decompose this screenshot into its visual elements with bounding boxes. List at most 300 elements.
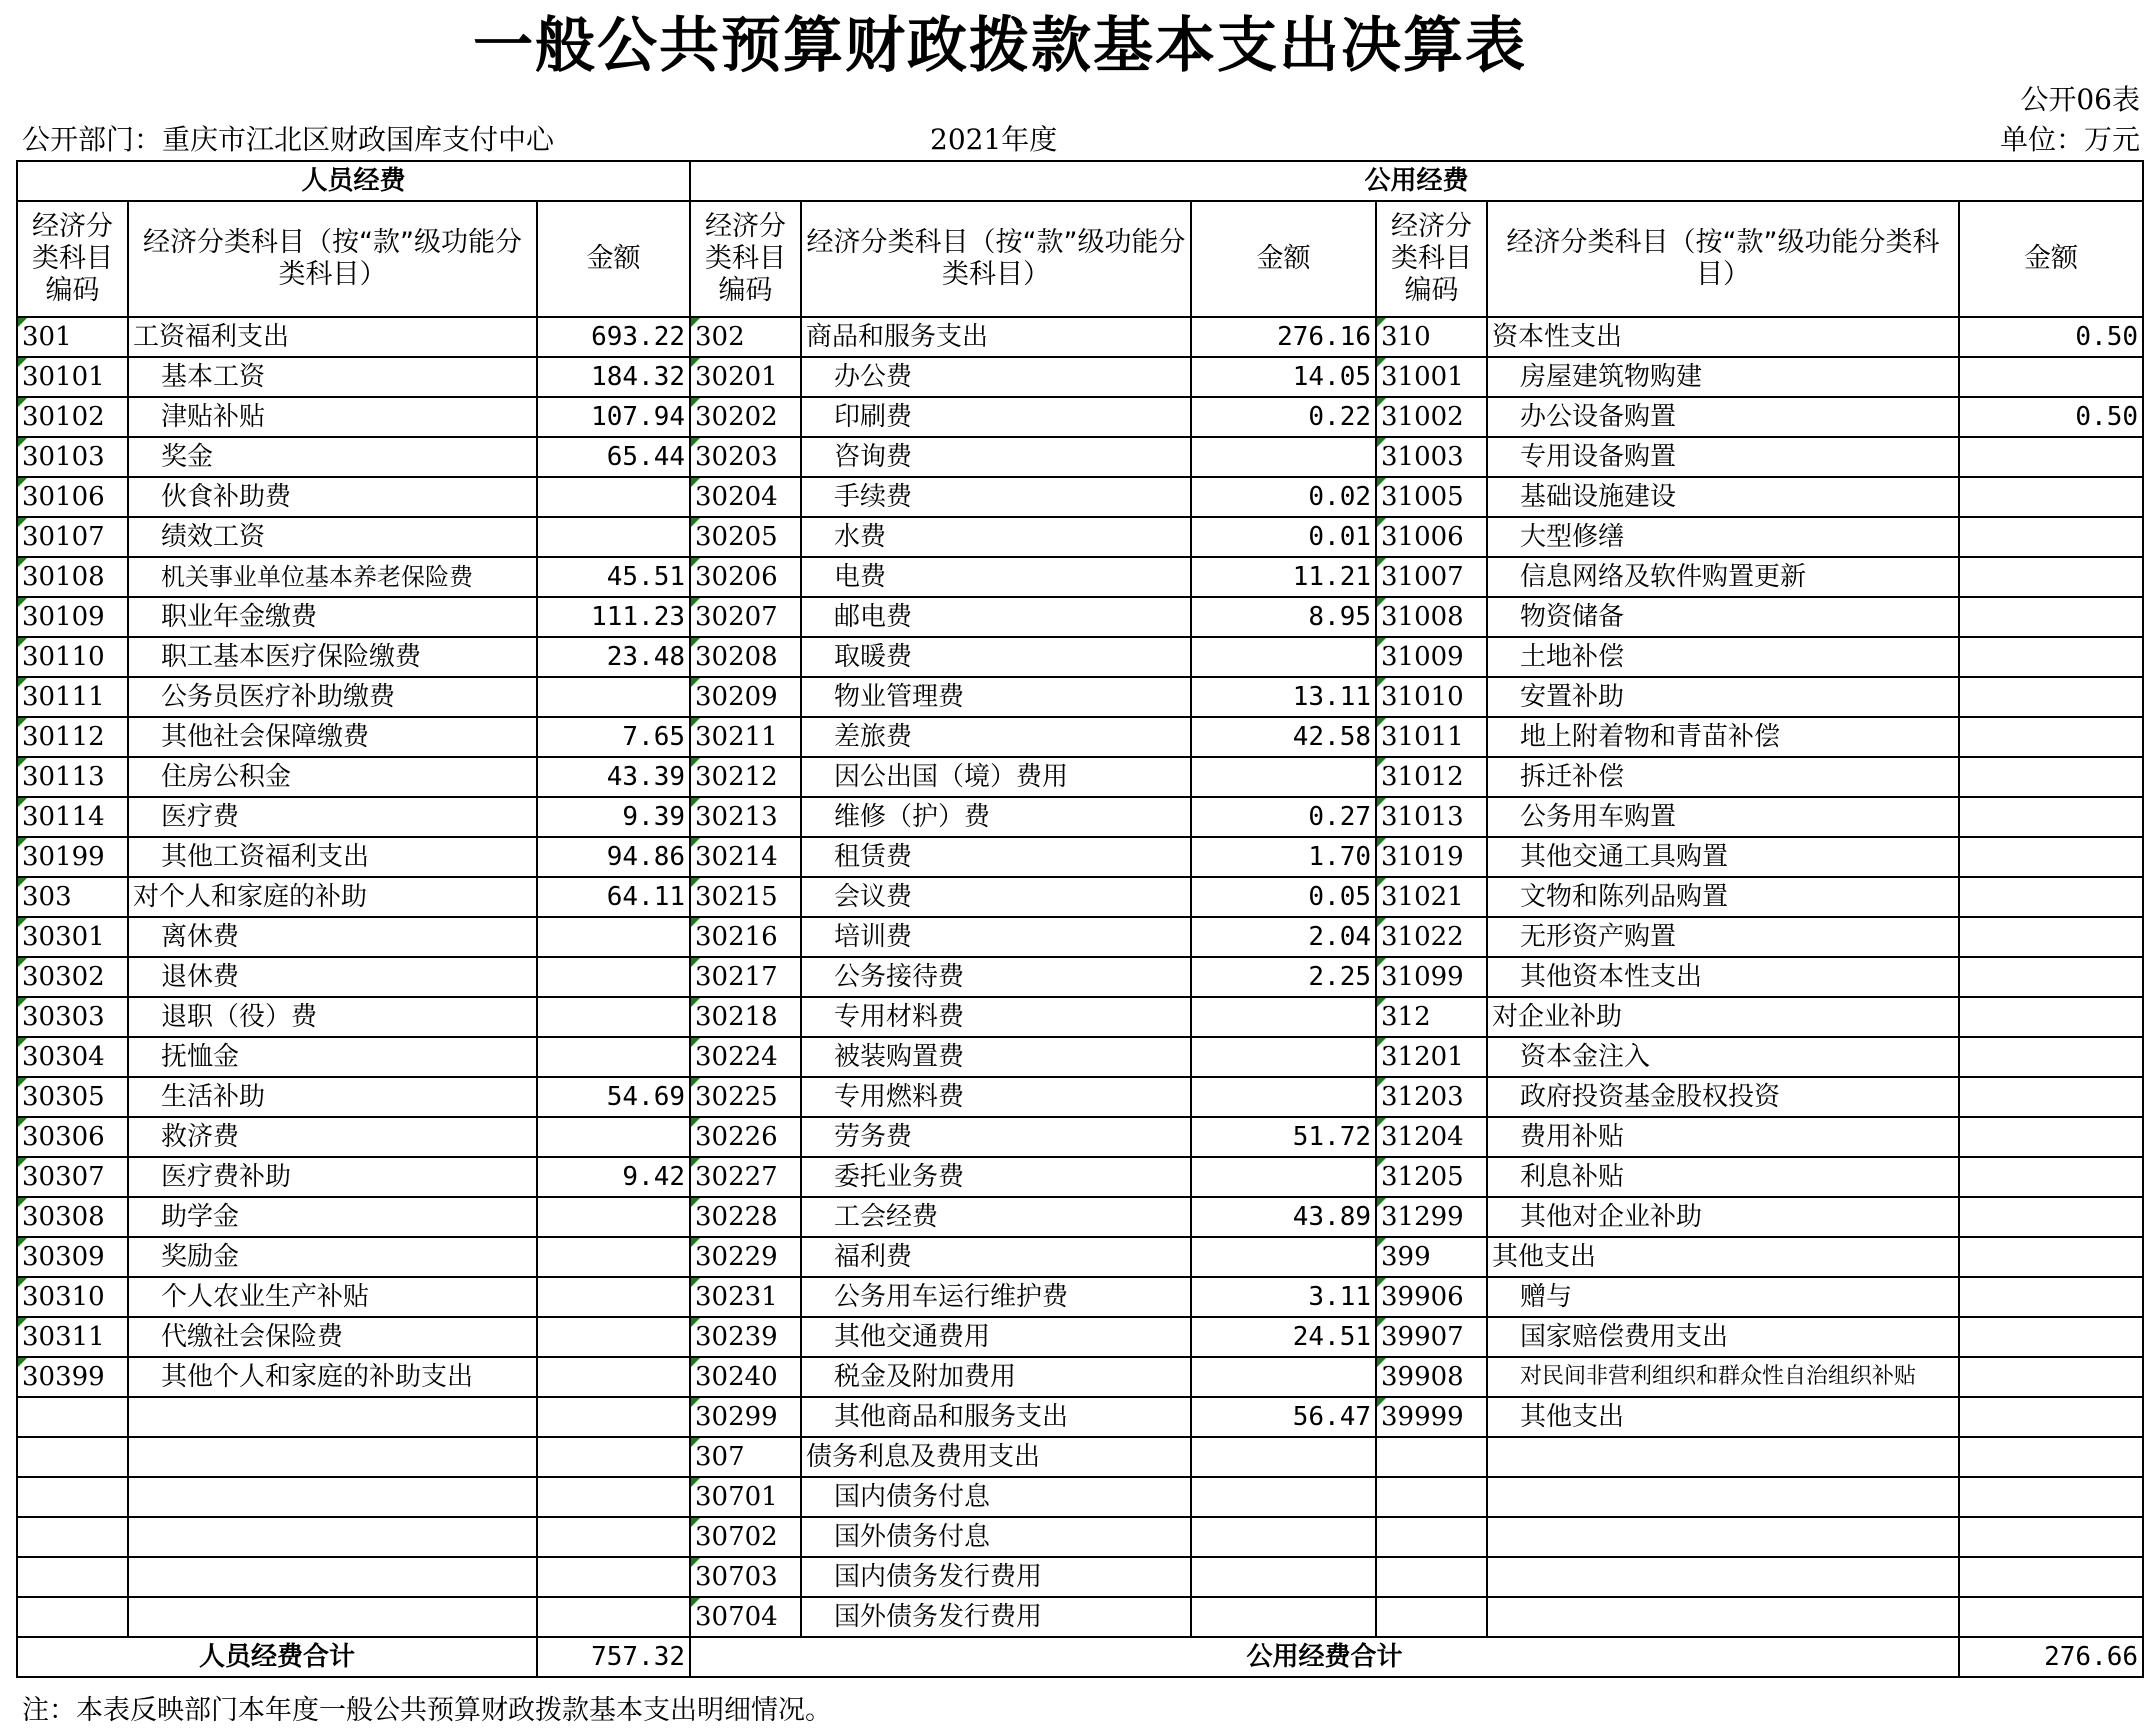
item-amount bbox=[1959, 1517, 2143, 1557]
item-code: 30307 bbox=[17, 1157, 128, 1197]
table-row bbox=[17, 1397, 2143, 1437]
item-amount bbox=[1959, 677, 2143, 717]
item-code: 30703 bbox=[690, 1557, 801, 1597]
item-amount: 43.39 bbox=[537, 757, 690, 797]
item-name: 抚恤金 bbox=[128, 1037, 537, 1077]
item-name: 税金及附加费用 bbox=[801, 1357, 1191, 1397]
item-name: 电费 bbox=[801, 557, 1191, 597]
header-amount: 金额 bbox=[1191, 201, 1376, 317]
item-amount: 64.11 bbox=[537, 877, 690, 917]
item-name bbox=[1487, 1437, 1959, 1477]
table-row bbox=[17, 357, 2143, 397]
table-row bbox=[17, 437, 2143, 477]
page-title: 一般公共预算财政拨款基本支出决算表 bbox=[473, 11, 1527, 81]
table-row bbox=[17, 557, 2143, 597]
header-code: 经济分类科目编码 bbox=[17, 201, 128, 317]
item-name: 其他交通费用 bbox=[801, 1317, 1191, 1357]
item-code: 30228 bbox=[690, 1197, 801, 1237]
item-name: 津贴补贴 bbox=[128, 397, 537, 437]
item-name: 离休费 bbox=[128, 917, 537, 957]
item-code: 30304 bbox=[17, 1037, 128, 1077]
item-code: 39999 bbox=[1376, 1397, 1487, 1437]
header-item: 经济分类科目（按“款”级功能分类科目） bbox=[128, 201, 537, 317]
table-row bbox=[17, 717, 2143, 757]
item-amount: 184.32 bbox=[537, 357, 690, 397]
item-amount bbox=[1191, 1477, 1376, 1517]
item-name: 政府投资基金股权投资 bbox=[1487, 1077, 1959, 1117]
item-code: 30215 bbox=[690, 877, 801, 917]
item-amount bbox=[1959, 517, 2143, 557]
item-code: 31006 bbox=[1376, 517, 1487, 557]
item-amount: 107.94 bbox=[537, 397, 690, 437]
item-name: 信息网络及软件购置更新 bbox=[1487, 557, 1959, 597]
item-code bbox=[17, 1477, 128, 1517]
item-name: 对个人和家庭的补助 bbox=[128, 877, 537, 917]
item-amount bbox=[1191, 637, 1376, 677]
item-code: 30229 bbox=[690, 1237, 801, 1277]
item-name: 个人农业生产补贴 bbox=[128, 1277, 537, 1317]
public-total-label: 公用经费合计 bbox=[690, 1637, 1959, 1677]
year-label: 2021年度 bbox=[930, 123, 1058, 156]
item-name: 培训费 bbox=[801, 917, 1191, 957]
item-amount bbox=[537, 517, 690, 557]
item-code: 30227 bbox=[690, 1157, 801, 1197]
item-amount bbox=[1191, 437, 1376, 477]
item-name: 其他资本性支出 bbox=[1487, 957, 1959, 997]
table-row bbox=[17, 1197, 2143, 1237]
column-header-row bbox=[17, 201, 2143, 317]
item-amount: 0.50 bbox=[1959, 317, 2143, 357]
item-name: 医疗费补助 bbox=[128, 1157, 537, 1197]
item-name: 机关事业单位基本养老保险费 bbox=[128, 557, 537, 597]
item-amount bbox=[1959, 357, 2143, 397]
item-amount bbox=[1959, 1557, 2143, 1597]
item-code bbox=[17, 1597, 128, 1637]
item-code: 30299 bbox=[690, 1397, 801, 1437]
totals-row bbox=[17, 1637, 2143, 1677]
item-amount: 3.11 bbox=[1191, 1277, 1376, 1317]
table-row bbox=[17, 1317, 2143, 1357]
item-amount bbox=[537, 917, 690, 957]
table-row bbox=[17, 757, 2143, 797]
item-amount bbox=[1959, 757, 2143, 797]
item-name: 地上附着物和青苗补偿 bbox=[1487, 717, 1959, 757]
item-name: 助学金 bbox=[128, 1197, 537, 1237]
item-code: 312 bbox=[1376, 997, 1487, 1037]
item-code: 30202 bbox=[690, 397, 801, 437]
item-name: 咨询费 bbox=[801, 437, 1191, 477]
item-amount: 7.65 bbox=[537, 717, 690, 757]
item-amount: 23.48 bbox=[537, 637, 690, 677]
item-code: 31011 bbox=[1376, 717, 1487, 757]
item-amount bbox=[1191, 1037, 1376, 1077]
item-code: 30306 bbox=[17, 1117, 128, 1157]
item-amount bbox=[1959, 437, 2143, 477]
item-code: 31201 bbox=[1376, 1037, 1487, 1077]
item-code: 30209 bbox=[690, 677, 801, 717]
item-name: 国内债务发行费用 bbox=[801, 1557, 1191, 1597]
item-name: 租赁费 bbox=[801, 837, 1191, 877]
item-amount: 0.02 bbox=[1191, 477, 1376, 517]
item-code: 31022 bbox=[1376, 917, 1487, 957]
footnote: 注：本表反映部门本年度一般公共预算财政拨款基本支出明细情况。 bbox=[22, 1695, 832, 1726]
item-code bbox=[1376, 1517, 1487, 1557]
item-code: 39908 bbox=[1376, 1357, 1487, 1397]
item-code bbox=[17, 1437, 128, 1477]
item-name: 基本工资 bbox=[128, 357, 537, 397]
item-amount bbox=[1191, 1237, 1376, 1277]
item-amount bbox=[1959, 1197, 2143, 1237]
section-public: 公用经费 bbox=[690, 161, 2143, 201]
item-amount bbox=[537, 677, 690, 717]
item-name: 职业年金缴费 bbox=[128, 597, 537, 637]
item-code: 31001 bbox=[1376, 357, 1487, 397]
item-code: 302 bbox=[690, 317, 801, 357]
item-amount: 43.89 bbox=[1191, 1197, 1376, 1237]
item-name: 因公出国（境）费用 bbox=[801, 757, 1191, 797]
item-code: 30112 bbox=[17, 717, 128, 757]
item-name bbox=[128, 1397, 537, 1437]
item-name: 房屋建筑物购建 bbox=[1487, 357, 1959, 397]
item-amount bbox=[537, 1037, 690, 1077]
item-code: 31008 bbox=[1376, 597, 1487, 637]
item-code: 303 bbox=[17, 877, 128, 917]
table-row bbox=[17, 397, 2143, 437]
item-code: 30103 bbox=[17, 437, 128, 477]
table-row bbox=[17, 1477, 2143, 1517]
item-amount bbox=[537, 1317, 690, 1357]
item-name: 福利费 bbox=[801, 1237, 1191, 1277]
section-header-row bbox=[17, 161, 2143, 201]
item-name: 国家赔偿费用支出 bbox=[1487, 1317, 1959, 1357]
table-row bbox=[17, 677, 2143, 717]
item-amount bbox=[537, 1477, 690, 1517]
item-amount: 0.50 bbox=[1959, 397, 2143, 437]
table-row bbox=[17, 997, 2143, 1037]
table-row bbox=[17, 1557, 2143, 1597]
item-amount: 42.58 bbox=[1191, 717, 1376, 757]
item-name: 物资储备 bbox=[1487, 597, 1959, 637]
item-amount: 94.86 bbox=[537, 837, 690, 877]
item-code: 30308 bbox=[17, 1197, 128, 1237]
item-name: 土地补偿 bbox=[1487, 637, 1959, 677]
item-name: 其他对企业补助 bbox=[1487, 1197, 1959, 1237]
item-amount: 2.25 bbox=[1191, 957, 1376, 997]
item-code: 30207 bbox=[690, 597, 801, 637]
table-row bbox=[17, 1437, 2143, 1477]
item-code: 31021 bbox=[1376, 877, 1487, 917]
item-code: 30206 bbox=[690, 557, 801, 597]
item-name: 会议费 bbox=[801, 877, 1191, 917]
item-name: 利息补贴 bbox=[1487, 1157, 1959, 1197]
item-name: 劳务费 bbox=[801, 1117, 1191, 1157]
item-code: 30101 bbox=[17, 357, 128, 397]
item-name: 奖励金 bbox=[128, 1237, 537, 1277]
item-amount bbox=[1959, 1117, 2143, 1157]
item-amount: 0.22 bbox=[1191, 397, 1376, 437]
table-row bbox=[17, 797, 2143, 837]
item-amount bbox=[537, 1277, 690, 1317]
item-amount bbox=[1959, 797, 2143, 837]
item-name: 其他工资福利支出 bbox=[128, 837, 537, 877]
item-amount bbox=[1191, 1597, 1376, 1637]
item-code: 399 bbox=[1376, 1237, 1487, 1277]
item-name: 公务用车运行维护费 bbox=[801, 1277, 1191, 1317]
item-amount: 0.01 bbox=[1191, 517, 1376, 557]
item-code: 31019 bbox=[1376, 837, 1487, 877]
item-name bbox=[128, 1517, 537, 1557]
item-name: 工会经费 bbox=[801, 1197, 1191, 1237]
item-code bbox=[1376, 1437, 1487, 1477]
item-amount bbox=[537, 1237, 690, 1277]
item-amount bbox=[1959, 1277, 2143, 1317]
item-name: 资本金注入 bbox=[1487, 1037, 1959, 1077]
item-amount bbox=[1959, 637, 2143, 677]
item-amount bbox=[1959, 1037, 2143, 1077]
header-amount: 金额 bbox=[1959, 201, 2143, 317]
item-amount: 0.27 bbox=[1191, 797, 1376, 837]
item-code: 31005 bbox=[1376, 477, 1487, 517]
item-code: 30113 bbox=[17, 757, 128, 797]
item-name bbox=[1487, 1557, 1959, 1597]
table-row bbox=[17, 917, 2143, 957]
item-amount: 65.44 bbox=[537, 437, 690, 477]
item-code: 31099 bbox=[1376, 957, 1487, 997]
item-name bbox=[1487, 1517, 1959, 1557]
item-code: 30701 bbox=[690, 1477, 801, 1517]
table-row bbox=[17, 597, 2143, 637]
item-code: 30231 bbox=[690, 1277, 801, 1317]
item-amount: 24.51 bbox=[1191, 1317, 1376, 1357]
item-code: 30110 bbox=[17, 637, 128, 677]
item-code: 30108 bbox=[17, 557, 128, 597]
item-code: 30224 bbox=[690, 1037, 801, 1077]
item-name bbox=[128, 1597, 537, 1637]
item-code: 30704 bbox=[690, 1597, 801, 1637]
table-row bbox=[17, 1517, 2143, 1557]
table-row bbox=[17, 877, 2143, 917]
item-amount: 9.42 bbox=[537, 1157, 690, 1197]
table-code: 公开06表 bbox=[2020, 83, 2140, 116]
item-name: 生活补助 bbox=[128, 1077, 537, 1117]
section-personnel: 人员经费 bbox=[17, 161, 690, 201]
item-name: 医疗费 bbox=[128, 797, 537, 837]
item-name: 其他交通工具购置 bbox=[1487, 837, 1959, 877]
item-code: 30302 bbox=[17, 957, 128, 997]
item-amount: 693.22 bbox=[537, 317, 690, 357]
item-name: 专用设备购置 bbox=[1487, 437, 1959, 477]
item-amount bbox=[1959, 1437, 2143, 1477]
item-code: 30225 bbox=[690, 1077, 801, 1117]
item-code: 30305 bbox=[17, 1077, 128, 1117]
item-name: 工资福利支出 bbox=[128, 317, 537, 357]
item-name: 手续费 bbox=[801, 477, 1191, 517]
item-code bbox=[17, 1557, 128, 1597]
item-amount bbox=[1959, 717, 2143, 757]
item-amount bbox=[537, 477, 690, 517]
item-code: 30702 bbox=[690, 1517, 801, 1557]
department-label: 公开部门：重庆市江北区财政国库支付中心 bbox=[22, 123, 555, 156]
item-code bbox=[17, 1397, 128, 1437]
item-name: 公务用车购置 bbox=[1487, 797, 1959, 837]
header-amount: 金额 bbox=[537, 201, 690, 317]
item-amount bbox=[1959, 597, 2143, 637]
item-code: 30109 bbox=[17, 597, 128, 637]
item-code: 30199 bbox=[17, 837, 128, 877]
item-code: 30111 bbox=[17, 677, 128, 717]
item-code: 31012 bbox=[1376, 757, 1487, 797]
item-code: 30208 bbox=[690, 637, 801, 677]
item-name: 其他支出 bbox=[1487, 1237, 1959, 1277]
item-amount bbox=[1959, 877, 2143, 917]
item-code: 31009 bbox=[1376, 637, 1487, 677]
item-name: 住房公积金 bbox=[128, 757, 537, 797]
item-amount bbox=[1191, 1357, 1376, 1397]
item-name: 大型修缮 bbox=[1487, 517, 1959, 557]
item-code: 30399 bbox=[17, 1357, 128, 1397]
item-code: 30114 bbox=[17, 797, 128, 837]
item-code: 31013 bbox=[1376, 797, 1487, 837]
item-name: 专用燃料费 bbox=[801, 1077, 1191, 1117]
item-code: 30213 bbox=[690, 797, 801, 837]
item-name: 代缴社会保险费 bbox=[128, 1317, 537, 1357]
item-amount bbox=[1959, 1597, 2143, 1637]
item-name: 国内债务付息 bbox=[801, 1477, 1191, 1517]
item-amount bbox=[1959, 477, 2143, 517]
table-row bbox=[17, 317, 2143, 357]
item-code: 30240 bbox=[690, 1357, 801, 1397]
item-amount bbox=[537, 957, 690, 997]
item-amount: 9.39 bbox=[537, 797, 690, 837]
item-code: 30204 bbox=[690, 477, 801, 517]
item-code: 310 bbox=[1376, 317, 1487, 357]
item-name: 伙食补助费 bbox=[128, 477, 537, 517]
item-name: 绩效工资 bbox=[128, 517, 537, 557]
item-name: 印刷费 bbox=[801, 397, 1191, 437]
item-amount: 2.04 bbox=[1191, 917, 1376, 957]
table-row bbox=[17, 1277, 2143, 1317]
item-name: 维修（护）费 bbox=[801, 797, 1191, 837]
item-amount: 45.51 bbox=[537, 557, 690, 597]
item-name: 职工基本医疗保险缴费 bbox=[128, 637, 537, 677]
item-amount bbox=[1191, 1517, 1376, 1557]
item-amount: 276.16 bbox=[1191, 317, 1376, 357]
item-amount bbox=[537, 997, 690, 1037]
item-code: 30309 bbox=[17, 1237, 128, 1277]
public-total-value: 276.66 bbox=[1959, 1637, 2143, 1677]
item-code: 30212 bbox=[690, 757, 801, 797]
item-name bbox=[128, 1477, 537, 1517]
table-row bbox=[17, 1237, 2143, 1277]
item-amount bbox=[1959, 1357, 2143, 1397]
table-row bbox=[17, 637, 2143, 677]
item-name: 基础设施建设 bbox=[1487, 477, 1959, 517]
header-code: 经济分类科目编码 bbox=[690, 201, 801, 317]
item-code: 30106 bbox=[17, 477, 128, 517]
item-amount bbox=[1959, 1397, 2143, 1437]
item-name: 费用补贴 bbox=[1487, 1117, 1959, 1157]
item-amount: 51.72 bbox=[1191, 1117, 1376, 1157]
item-amount: 13.11 bbox=[1191, 677, 1376, 717]
item-code: 30301 bbox=[17, 917, 128, 957]
personnel-total-label: 人员经费合计 bbox=[17, 1637, 537, 1677]
item-code: 301 bbox=[17, 317, 128, 357]
item-amount bbox=[537, 1517, 690, 1557]
personnel-total-value: 757.32 bbox=[537, 1637, 690, 1677]
item-code: 30303 bbox=[17, 997, 128, 1037]
item-code: 31007 bbox=[1376, 557, 1487, 597]
item-name: 差旅费 bbox=[801, 717, 1191, 757]
table-row bbox=[17, 477, 2143, 517]
item-code: 30311 bbox=[17, 1317, 128, 1357]
item-name: 取暖费 bbox=[801, 637, 1191, 677]
item-amount bbox=[1959, 917, 2143, 957]
item-amount: 11.21 bbox=[1191, 557, 1376, 597]
item-code: 30214 bbox=[690, 837, 801, 877]
item-code bbox=[1376, 1557, 1487, 1597]
item-name: 其他社会保障缴费 bbox=[128, 717, 537, 757]
item-name: 债务利息及费用支出 bbox=[801, 1437, 1191, 1477]
item-code: 30217 bbox=[690, 957, 801, 997]
item-name: 国外债务发行费用 bbox=[801, 1597, 1191, 1637]
item-name: 国外债务付息 bbox=[801, 1517, 1191, 1557]
item-name: 救济费 bbox=[128, 1117, 537, 1157]
header-item: 经济分类科目（按“款”级功能分类科目） bbox=[801, 201, 1191, 317]
item-name: 其他个人和家庭的补助支出 bbox=[128, 1357, 537, 1397]
item-amount bbox=[1191, 1077, 1376, 1117]
item-code: 31204 bbox=[1376, 1117, 1487, 1157]
item-amount bbox=[1959, 837, 2143, 877]
table-row bbox=[17, 837, 2143, 877]
table-row bbox=[17, 957, 2143, 997]
budget-table bbox=[16, 160, 2144, 1678]
item-name: 赠与 bbox=[1487, 1277, 1959, 1317]
item-code: 30201 bbox=[690, 357, 801, 397]
item-amount bbox=[1959, 1237, 2143, 1277]
item-amount bbox=[1959, 957, 2143, 997]
item-name: 被装购置费 bbox=[801, 1037, 1191, 1077]
item-code: 30205 bbox=[690, 517, 801, 557]
item-name: 委托业务费 bbox=[801, 1157, 1191, 1197]
item-amount bbox=[1191, 1557, 1376, 1597]
item-code: 30107 bbox=[17, 517, 128, 557]
item-code: 39907 bbox=[1376, 1317, 1487, 1357]
item-name: 物业管理费 bbox=[801, 677, 1191, 717]
item-amount bbox=[537, 1197, 690, 1237]
item-code: 31203 bbox=[1376, 1077, 1487, 1117]
item-amount: 111.23 bbox=[537, 597, 690, 637]
item-amount bbox=[1191, 997, 1376, 1037]
item-name: 办公设备购置 bbox=[1487, 397, 1959, 437]
item-code: 31010 bbox=[1376, 677, 1487, 717]
item-name bbox=[1487, 1597, 1959, 1637]
unit-label: 单位：万元 bbox=[1999, 123, 2140, 156]
item-name: 公务接待费 bbox=[801, 957, 1191, 997]
item-code: 30203 bbox=[690, 437, 801, 477]
item-name: 公务员医疗补助缴费 bbox=[128, 677, 537, 717]
item-name: 专用材料费 bbox=[801, 997, 1191, 1037]
item-amount bbox=[537, 1397, 690, 1437]
item-amount bbox=[1959, 1317, 2143, 1357]
item-amount bbox=[537, 1557, 690, 1597]
item-code: 31205 bbox=[1376, 1157, 1487, 1197]
item-amount bbox=[537, 1117, 690, 1157]
item-amount bbox=[1959, 997, 2143, 1037]
item-code: 30102 bbox=[17, 397, 128, 437]
item-amount: 1.70 bbox=[1191, 837, 1376, 877]
item-name: 无形资产购置 bbox=[1487, 917, 1959, 957]
item-name: 办公费 bbox=[801, 357, 1191, 397]
